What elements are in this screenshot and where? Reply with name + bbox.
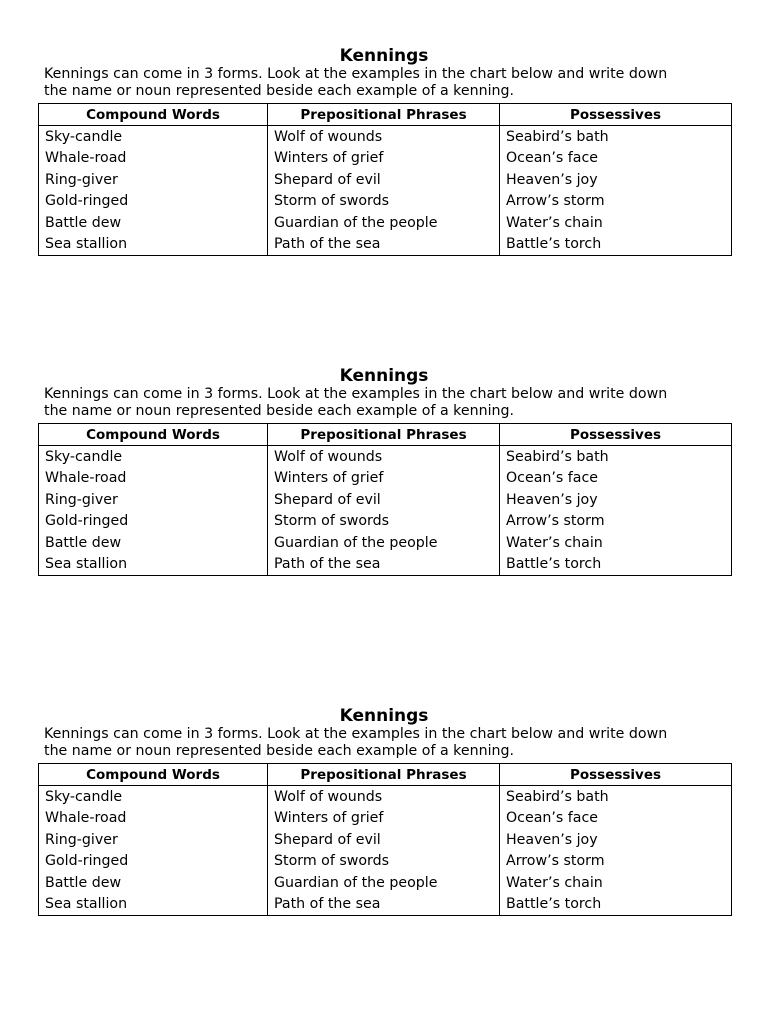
table-row bbox=[39, 554, 732, 576]
table-row bbox=[39, 808, 732, 830]
section-title: Kennings bbox=[339, 46, 429, 66]
table-row bbox=[39, 446, 732, 468]
header-prepositional-phrases: Prepositional Phrases bbox=[268, 764, 500, 786]
cell-possessive: Arrow’s storm bbox=[500, 511, 732, 533]
table-row bbox=[39, 191, 732, 213]
table-row bbox=[39, 511, 732, 533]
table-row bbox=[39, 894, 732, 916]
cell-compound: Whale-road bbox=[39, 808, 268, 830]
cell-possessive: Battle’s torch bbox=[500, 894, 732, 916]
cell-compound: Ring-giver bbox=[39, 169, 268, 191]
intro-line-2: the name or noun represented beside each example of a kenning. bbox=[44, 83, 515, 99]
cell-possessive: Ocean’s face bbox=[500, 808, 732, 830]
cell-possessive: Arrow’s storm bbox=[500, 851, 732, 873]
cell-compound: Battle dew bbox=[39, 532, 268, 554]
cell-prepositional: Path of the sea bbox=[268, 554, 500, 576]
cell-prepositional: Storm of swords bbox=[268, 191, 500, 213]
cell-prepositional: Storm of swords bbox=[268, 511, 500, 533]
header-possessives: Possessives bbox=[500, 764, 732, 786]
cell-prepositional: Guardian of the people bbox=[268, 212, 500, 234]
header-prepositional-phrases: Prepositional Phrases bbox=[268, 104, 500, 126]
cell-prepositional: Guardian of the people bbox=[268, 872, 500, 894]
table-header-row bbox=[39, 104, 732, 126]
cell-compound: Battle dew bbox=[39, 872, 268, 894]
cell-compound: Sea stallion bbox=[39, 554, 268, 576]
header-compound-words: Compound Words bbox=[39, 104, 268, 126]
intro-line-2: the name or noun represented beside each example of a kenning. bbox=[44, 403, 515, 419]
table-row bbox=[39, 532, 732, 554]
cell-compound: Ring-giver bbox=[39, 489, 268, 511]
kennings-table bbox=[38, 103, 732, 256]
kennings-table bbox=[38, 423, 732, 576]
table-row bbox=[39, 468, 732, 490]
header-compound-words: Compound Words bbox=[39, 424, 268, 446]
cell-possessive: Arrow’s storm bbox=[500, 191, 732, 213]
intro-line-1: Kennings can come in 3 forms. Look at the examples in the chart below and write down bbox=[44, 726, 668, 742]
cell-prepositional: Winters of grief bbox=[268, 148, 500, 170]
cell-compound: Battle dew bbox=[39, 212, 268, 234]
cell-possessive: Ocean’s face bbox=[500, 468, 732, 490]
intro-line-1: Kennings can come in 3 forms. Look at the examples in the chart below and write down bbox=[44, 66, 668, 82]
cell-prepositional: Winters of grief bbox=[268, 808, 500, 830]
section-intro bbox=[44, 726, 734, 760]
cell-prepositional: Wolf of wounds bbox=[268, 786, 500, 808]
cell-compound: Sea stallion bbox=[39, 894, 268, 916]
header-possessives: Possessives bbox=[500, 424, 732, 446]
header-prepositional-phrases: Prepositional Phrases bbox=[268, 424, 500, 446]
cell-compound: Sky-candle bbox=[39, 786, 268, 808]
cell-prepositional: Winters of grief bbox=[268, 468, 500, 490]
table-row bbox=[39, 234, 732, 256]
table-header-row bbox=[39, 424, 732, 446]
cell-compound: Sea stallion bbox=[39, 234, 268, 256]
kennings-table bbox=[38, 763, 732, 916]
cell-compound: Ring-giver bbox=[39, 829, 268, 851]
header-compound-words: Compound Words bbox=[39, 764, 268, 786]
table-row bbox=[39, 212, 732, 234]
table-row bbox=[39, 126, 732, 148]
cell-compound: Sky-candle bbox=[39, 126, 268, 148]
cell-compound: Whale-road bbox=[39, 468, 268, 490]
cell-possessive: Ocean’s face bbox=[500, 148, 732, 170]
cell-compound: Sky-candle bbox=[39, 446, 268, 468]
cell-compound: Gold-ringed bbox=[39, 191, 268, 213]
section-intro bbox=[44, 66, 734, 100]
table-row bbox=[39, 148, 732, 170]
kennings-section-1 bbox=[0, 46, 768, 253]
cell-prepositional: Wolf of wounds bbox=[268, 446, 500, 468]
section-intro bbox=[44, 386, 734, 420]
cell-possessive: Water’s chain bbox=[500, 872, 732, 894]
cell-compound: Gold-ringed bbox=[39, 511, 268, 533]
cell-possessive: Water’s chain bbox=[500, 532, 732, 554]
table-row bbox=[39, 786, 732, 808]
table-row bbox=[39, 489, 732, 511]
cell-possessive: Seabird’s bath bbox=[500, 126, 732, 148]
cell-compound: Gold-ringed bbox=[39, 851, 268, 873]
cell-prepositional: Shepard of evil bbox=[268, 169, 500, 191]
table-header-row bbox=[39, 764, 732, 786]
cell-possessive: Heaven’s joy bbox=[500, 489, 732, 511]
cell-prepositional: Path of the sea bbox=[268, 234, 500, 256]
cell-possessive: Battle’s torch bbox=[500, 234, 732, 256]
table-row bbox=[39, 829, 732, 851]
cell-possessive: Seabird’s bath bbox=[500, 786, 732, 808]
table-row bbox=[39, 851, 732, 873]
cell-prepositional: Path of the sea bbox=[268, 894, 500, 916]
kennings-section-2 bbox=[0, 366, 768, 573]
cell-prepositional: Storm of swords bbox=[268, 851, 500, 873]
kennings-section-3 bbox=[0, 706, 768, 913]
cell-prepositional: Shepard of evil bbox=[268, 829, 500, 851]
cell-prepositional: Wolf of wounds bbox=[268, 126, 500, 148]
cell-possessive: Heaven’s joy bbox=[500, 169, 732, 191]
section-title: Kennings bbox=[339, 366, 429, 386]
cell-possessive: Battle’s torch bbox=[500, 554, 732, 576]
table-row bbox=[39, 872, 732, 894]
intro-line-2: the name or noun represented beside each example of a kenning. bbox=[44, 743, 515, 759]
cell-prepositional: Shepard of evil bbox=[268, 489, 500, 511]
section-title: Kennings bbox=[339, 706, 429, 726]
cell-compound: Whale-road bbox=[39, 148, 268, 170]
header-possessives: Possessives bbox=[500, 104, 732, 126]
cell-possessive: Seabird’s bath bbox=[500, 446, 732, 468]
cell-possessive: Water’s chain bbox=[500, 212, 732, 234]
cell-prepositional: Guardian of the people bbox=[268, 532, 500, 554]
table-row bbox=[39, 169, 732, 191]
intro-line-1: Kennings can come in 3 forms. Look at the examples in the chart below and write down bbox=[44, 386, 668, 402]
cell-possessive: Heaven’s joy bbox=[500, 829, 732, 851]
